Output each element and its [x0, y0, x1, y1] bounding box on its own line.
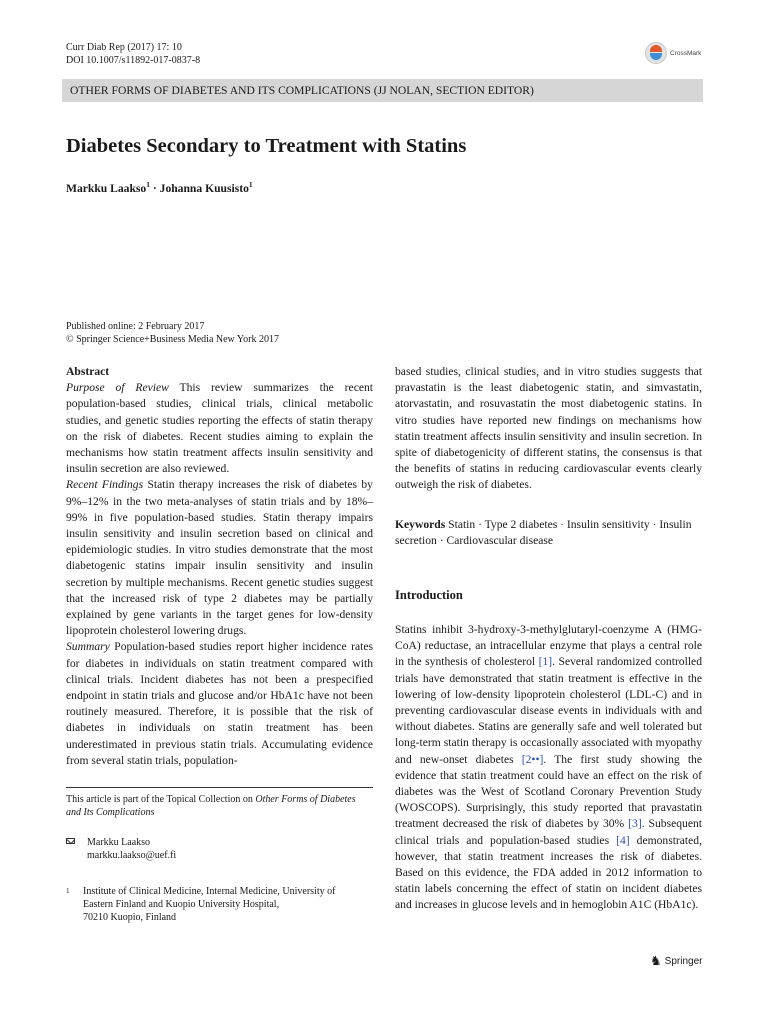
- corresponding-author-name: Markku Laakso: [87, 837, 151, 848]
- intro-text-segment: . The first study showing the evidence that statin treatment could have an effect on the risk of diabetes was the West of Scotland Coronary Prevention Study (WOSCOPS). Surprisingly, this study reported that pravastatin treatment decreased the risk of diabetes by 30%: [395, 752, 702, 831]
- intro-text-segment: demonstrated, however, that statin treatment increases the risk of diabetes. Based on this evidence, the FDA added in 2012 information to statin labels concerning the effect of statin on incident diabetes and increases in glucose levels and in hemoglobin A1C (HbA1c).: [395, 833, 702, 912]
- keywords: [395, 517, 702, 549]
- citation-link[interactable]: [3]: [628, 817, 642, 831]
- abstract-heading: Abstract: [66, 365, 110, 378]
- purpose-text: This review summarizes the recent population-based studies, clinical trials, clinical metabolic studies, and genetic studies reporting the effects of statin therapy on the risk of diabetes. Recent studies aiming to explain the mechanisms how statin treatment affects insulin sensitivity and insulin secretion are also reviewed.: [66, 381, 374, 476]
- copyright: © Springer Science+Business Media New York 2017: [66, 334, 279, 345]
- introduction-paragraph: [395, 622, 702, 914]
- intro-text-segment: Statins inhibit 3-hydroxy-3-methylglutaryl-coenzyme A (HMG-CoA) reductase, an intracellular enzyme that plays a central role in the synthesis of cholesterol: [395, 623, 702, 669]
- citation-link[interactable]: [2••]: [521, 752, 544, 766]
- affiliation-line: Institute of Clinical Medicine, Internal Medicine, University of: [83, 886, 336, 897]
- keywords-label: Keywords: [395, 518, 446, 531]
- corresponding-author-email[interactable]: markku.laakso@uef.fi: [87, 850, 177, 861]
- springer-horse-icon: ♞: [650, 953, 662, 968]
- publisher-name: Springer: [664, 955, 703, 967]
- abstract-summary: [66, 639, 373, 769]
- corresponding-author: [66, 836, 176, 862]
- purpose-label: Purpose of Review: [66, 381, 169, 395]
- intro-text-segment: . Subsequent clinical trials and population-based studies: [395, 817, 702, 847]
- affiliation: [66, 885, 335, 924]
- affiliation-line: Eastern Finland and Kuopio University Hospital,: [83, 899, 280, 910]
- journal-reference: Curr Diab Rep (2017) 17: 10: [66, 42, 182, 53]
- crossmark-label: CrossMark: [670, 49, 702, 57]
- summary-label: Summary: [66, 640, 110, 654]
- author-separator: ·: [149, 181, 160, 195]
- envelope-icon: [66, 838, 75, 844]
- affiliation-number: 1: [66, 887, 70, 895]
- author-name[interactable]: Johanna Kuusisto: [159, 181, 249, 195]
- topical-collection-name: Other Forms of Diabetes and Its Complications: [66, 794, 356, 818]
- abstract-findings: [66, 477, 373, 639]
- article-title: Diabetes Secondary to Treatment with Statins: [66, 135, 467, 157]
- publisher-logo: [650, 953, 702, 969]
- topical-note-text: This article is part of the Topical Collection on: [66, 794, 256, 805]
- findings-label: Recent Findings: [66, 478, 144, 492]
- affiliation-marker: 1: [248, 180, 253, 189]
- author-name[interactable]: Markku Laakso: [66, 181, 147, 195]
- publication-info: [66, 320, 279, 346]
- abstract-right-column: [395, 364, 702, 494]
- affiliation-marker: 1: [146, 180, 150, 189]
- section-bar: OTHER FORMS OF DIABETES AND ITS COMPLICATIONS (JJ NOLAN, SECTION EDITOR): [62, 79, 703, 102]
- published-date: Published online: 2 February 2017: [66, 321, 205, 332]
- abstract-purpose: [66, 380, 373, 477]
- affiliation-line: 70210 Kuopio, Finland: [83, 912, 177, 923]
- keywords-text: Statin · Type 2 diabetes · Insulin sensitivity · Insulin secretion · Cardiovascular disease: [395, 518, 692, 548]
- abstract-left-column: [66, 364, 373, 769]
- author-list: [66, 180, 253, 195]
- crossmark-badge[interactable]: [645, 42, 701, 64]
- crossmark-icon: [645, 42, 667, 64]
- intro-text-segment: . Several randomized controlled trials have demonstrated that statin treatment is effective in the lowering of low-density lipoprotein cholesterol (LDL-C) and in preventing cardiovascular disease events in individuals with and without diabetes. Statins are generally safe and well tolerated but long-term statin therapy is occasionally associated with myopathy and new-onset diabetes: [395, 655, 702, 766]
- summary-text-left: Population-based studies report higher incidence rates for diabetes in individuals on statin treatment compared with clinical trials. Incident diabetes has not been a prespecified endpoint in statin trials and glucose and/or HbA1c have not been routinely measured. Therefore, it is possible that the risk of diabetes in individuals on statin treatment has been underestimated in previous statin trials. Accumulating evidence from several statin trials, population-: [66, 640, 373, 767]
- citation-link[interactable]: [1]: [538, 655, 553, 669]
- footnote-divider: [66, 787, 373, 788]
- citation-link[interactable]: [4]: [616, 833, 630, 847]
- introduction-heading: Introduction: [395, 588, 463, 602]
- topical-collection-note: [66, 793, 373, 819]
- doi: DOI 10.1007/s11892-017-0837-8: [66, 55, 201, 66]
- summary-text-right: based studies, clinical studies, and in vitro studies suggests that pravastatin is the least diabetogenic statin, and simvastatin, atorvastatin, and rosuvastatin the most diabetogenic statins. In vitro studies have reported new findings on mechanisms how statin treatment affects insulin sensitivity and insulin secretion. In spite of diabetogenicity of different statins, the consensus is that the benefits of statins in reducing cardiovascular events clearly outweigh the risk of diabetes.: [395, 365, 702, 492]
- findings-text: Statin therapy increases the risk of diabetes by 9%–12% in the two meta-analyses of statin trials and by 18%–99% in five population-based studies. Statin therapy impairs insulin sensitivity and insulin secretion based on clinical and epidemiologic studies. In vitro studies demonstrate that the most diabetogenic statins impair insulin sensitivity and insulin secretion by multiple mechanisms. Recent genetic studies suggest that the increased risk of type 2 diabetes may be partially explained by gene variants in the target genes for low-density lipoprotein cholesterol lowering drugs.: [66, 478, 373, 638]
- journal-meta: [66, 41, 200, 67]
